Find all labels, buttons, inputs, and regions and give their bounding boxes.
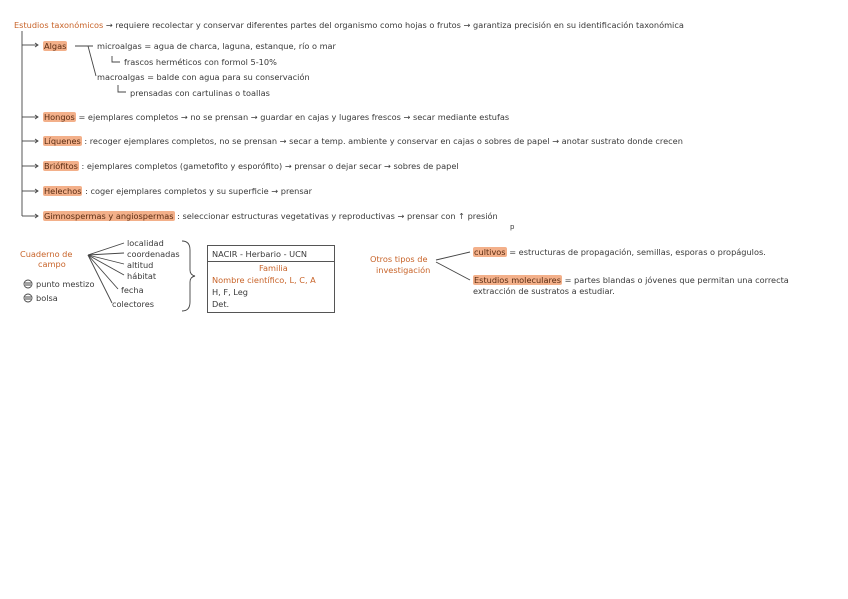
- other-types-title-2: investigación: [376, 265, 431, 275]
- other-type-cultivos: [473, 247, 766, 257]
- field-notebook-item: fecha: [121, 285, 144, 295]
- branch-briofitos: [43, 161, 459, 171]
- branch-label: Gimnospermas y angiospermas: [44, 211, 174, 221]
- other-type-label: Estudios moleculares: [474, 275, 561, 285]
- field-notebook-item: localidad: [127, 238, 164, 248]
- branch-label: Algas: [44, 41, 67, 51]
- branch-text: : seleccionar estructuras vegetativas y reproductivas → prensar con ↑ presión: [177, 211, 498, 221]
- branch-label: Briófitos: [44, 161, 78, 171]
- other-type-moleculares-cont: extracción de sustratos a estudiar.: [473, 286, 615, 296]
- branch-hongos: [43, 112, 509, 122]
- field-notebook-item: coordenadas: [127, 249, 180, 259]
- field-notebook-item: colectores: [112, 299, 155, 309]
- branch-text: : recoger ejemplares completos, no se prensan → secar a temp. ambiente y conservar en cajas o sobres de papel → anotar sustrato donde crecen: [84, 136, 683, 146]
- branch-gimnospermas: [43, 211, 498, 221]
- other-type-moleculares: [473, 275, 789, 285]
- card-family: Familia: [259, 263, 288, 273]
- algas-line: microalgas = agua de charca, laguna, estanque, río o mar: [97, 41, 336, 51]
- field-notebook-item-left: punto mestizo: [36, 279, 95, 289]
- main-heading-row: [14, 20, 684, 30]
- main-title: Estudios taxonómicos: [14, 20, 104, 30]
- main-title-rest: → requiere recolectar y conservar diferentes partes del organismo como hojas o frutos → garantiza precisión en su identificación taxonómica: [105, 20, 684, 30]
- branch-text: = ejemplares completos → no se prensan → guardar en cajas y lugares frescos → secar mediante estufas: [78, 112, 510, 122]
- other-types-title-1: Otros tipos de: [370, 254, 428, 264]
- field-notebook-title-1: Cuaderno de: [20, 249, 73, 259]
- branch-label: Hongos: [44, 112, 75, 122]
- other-type-label: cultivos: [474, 247, 506, 257]
- branch-label: Helechos: [44, 186, 82, 196]
- algas-line: prensadas con cartulinas o toallas: [130, 88, 270, 98]
- other-type-text: = partes blandas o jóvenes que permitan una correcta: [564, 275, 789, 285]
- branch-text: : coger ejemplares completos y su superficie → prensar: [85, 186, 313, 196]
- field-notebook-item: altitud: [127, 260, 154, 270]
- field-notebook-item: hábitat: [127, 271, 157, 281]
- branch-helechos: [43, 186, 312, 196]
- branch-label: Líquenes: [44, 136, 81, 146]
- pressure-subscript: p: [510, 223, 515, 231]
- card-hfleg: H, F, Leg: [212, 287, 248, 297]
- branch-algas: [43, 41, 67, 51]
- card-det: Det.: [212, 299, 230, 309]
- branch-text: : ejemplares completos (gametofito y esporófito) → prensar o dejar secar → sobres de papel: [81, 161, 459, 171]
- card-scientific-name-text: Nombre científico, L, C, A: [212, 275, 316, 285]
- field-notebook-item-left: bolsa: [36, 293, 58, 303]
- algas-line: frascos herméticos con formol 5-10%: [124, 57, 277, 67]
- card-divider: [208, 261, 334, 262]
- field-notebook-title-2: campo: [38, 259, 66, 269]
- algas-line: macroalgas = balde con agua para su conservación: [97, 72, 310, 82]
- other-type-text: = estructuras de propagación, semillas, esporas o propágulos.: [509, 247, 766, 257]
- card-header: NACIR - Herbario - UCN: [212, 249, 307, 259]
- branch-liquenes: [43, 136, 683, 146]
- card-scientific-name: [212, 275, 316, 285]
